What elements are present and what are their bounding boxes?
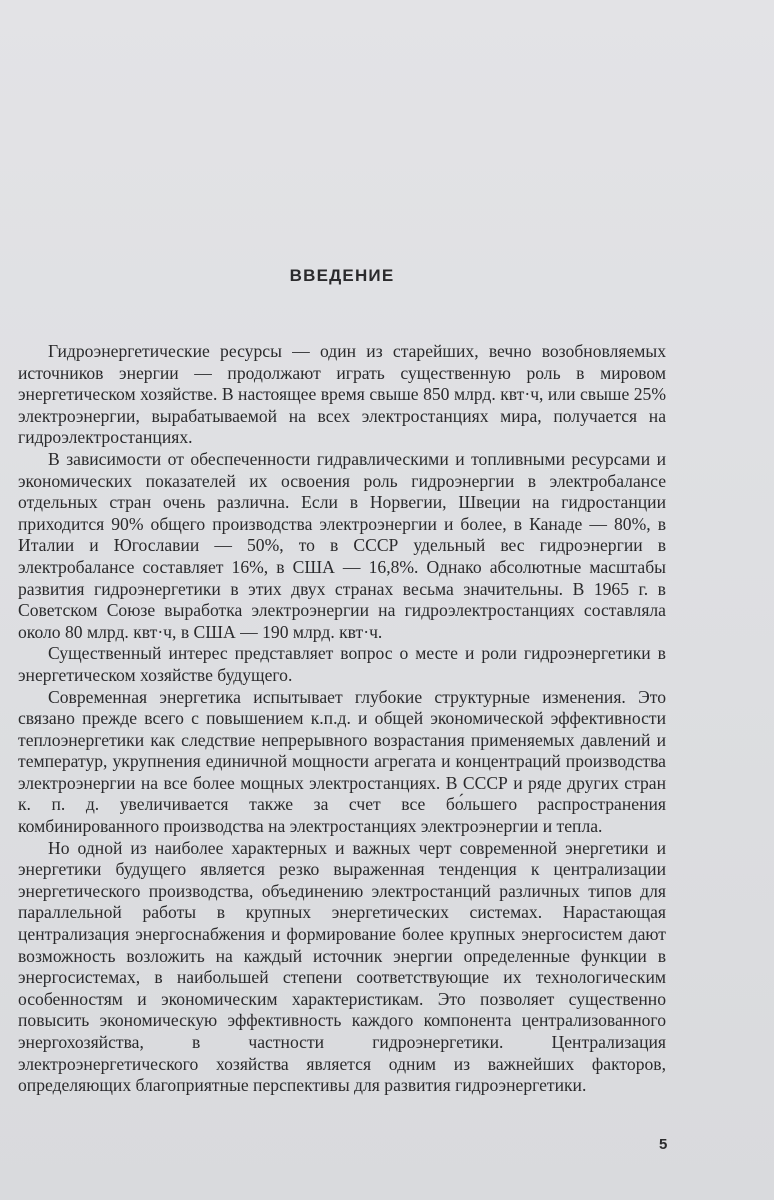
paragraph: Современная энергетика испытывает глубокие структурные изменения. Это связано прежде всего с повышением к.п.д. и общей экономической эффективности теплоэнергетики как следствие непрерывного возрастания применяемых давлений и температур, укрупнения единичной мощности агрегата и концентраций производства электроэнергии на все более мощных электростанциях. В СССР и ряде других стран к. п. д. увеличивается также за счет все бо́льшего распространения комбинированного производства на электростанциях электроэнергии и тепла. bbox=[18, 686, 666, 837]
paragraph: Но одной из наиболее характерных и важных черт современной энергетики и энергетики будущего является резко выраженная тенденция к централизации энергетического производства, объединению электростанций различных типов для параллельной работы в крупных энергетических системах. Нарастающая централизация энергоснабжения и формирование более крупных энергосистем дают возможность возложить на каждый источник энергии определенные функции в энергосистемах, в наибольшей степени соответствующие их технологическим особенностям и экономическим характеристикам. Это позволяет существенно повысить экономическую эффективность каждого компонента централизованного энергохозяйства, в частности гидроэнергетики. Централизация электроэнергетического хозяйства является одним из важнейших факторов, определяющих благоприятные перспективы для развития гидроэнергетики. bbox=[18, 837, 666, 1096]
page-number: 5 bbox=[659, 1136, 668, 1153]
page-title: ВВЕДЕНИЕ bbox=[289, 266, 395, 285]
paragraph: В зависимости от обеспеченности гидравлическими и топливными ресурсами и экономических показателей их освоения роль гидроэнергии в электробалансе отдельных стран очень различна. Если в Норвегии, Швеции на гидростанции приходится 90% общего производства электроэнергии и более, в Канаде — 80%, в Италии и Югославии — 50%, то в СССР удельный вес гидроэнергии в электробалансе составляет 16%, в США — 16,8%. Однако абсолютные масштабы развития гидроэнергетики в этих двух странах весьма значительны. В 1965 г. в Советском Союзе выработка электроэнергии на гидроэлектростанциях составляла около 80 млрд. квт·ч, в США — 190 млрд. квт·ч. bbox=[18, 448, 666, 642]
paragraph: Гидроэнергетические ресурсы — один из старейших, вечно возобновляемых источников энергии — продолжают играть существенную роль в мировом энергетическом хозяйстве. В настоящее время свыше 850 млрд. квт·ч, или свыше 25% электроэнергии, вырабатываемой на всех электростанциях мира, получается на гидроэлектростанциях. bbox=[18, 341, 666, 448]
paragraph: Существенный интерес представляет вопрос о месте и роли гидроэнергетики в энергетическом хозяйстве будущего. bbox=[18, 643, 666, 685]
body-text bbox=[18, 341, 666, 1097]
